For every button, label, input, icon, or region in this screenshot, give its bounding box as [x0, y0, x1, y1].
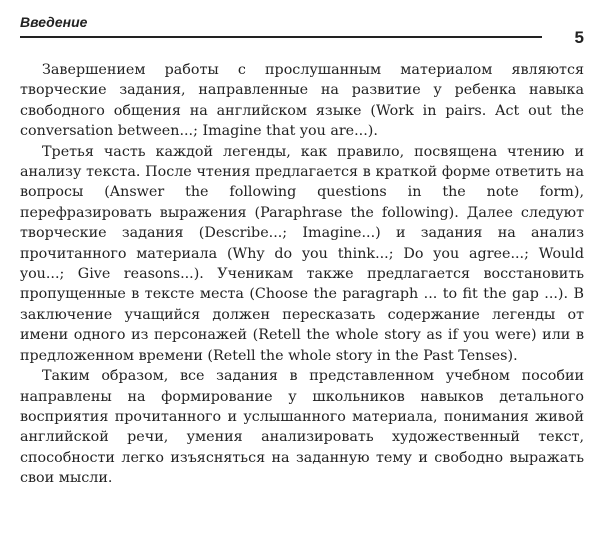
paragraph-2: Третья часть каждой легенды, как правило, посвящена чтению и анализу текста. После чтения предлагается в краткой форме ответить на вопросы (Answer the following questions in the note form), перефразировать выражения (Paraphrase the following). Далее следуют творческие задания (Describe...; Imagine...) и задания на анализ прочитанного материала (Why do you think...; Do you agree...; Would you...; Give reasons...). Ученикам также предлагается восстановить пропущенные в тексте места (Choose the paragraph ... to fit the gap ...). В заключение учащийся должен пересказать содержание легенды от имени одного из персонажей (Retell the whole story as if you were) или в предложенном времени (Retell the whole story in the Past Tenses).	[20, 143, 584, 364]
body-text	[20, 60, 584, 489]
paragraph-1: Завершением работы с прослушанным материалом являются творческие задания, направленные на развитие у ребенка навыка свободного общения на английском языке (Work in pairs. Act out the conversation between...; Imagine that you are...).	[20, 62, 584, 140]
section-title: Введение	[20, 14, 88, 30]
page-number: 5	[574, 28, 584, 47]
paragraph-3: Таким образом, все задания в представленном учебном пособии направлены на формирование у школьников навыков детального восприятия прочитанного и услышанного материала, понимания живой английской речи, умения анализировать художественный текст, способности легко изъясняться на заданную тему и свободно выражать свои мысли.	[20, 368, 584, 487]
header-rule	[20, 36, 542, 38]
page-header	[20, 12, 584, 47]
